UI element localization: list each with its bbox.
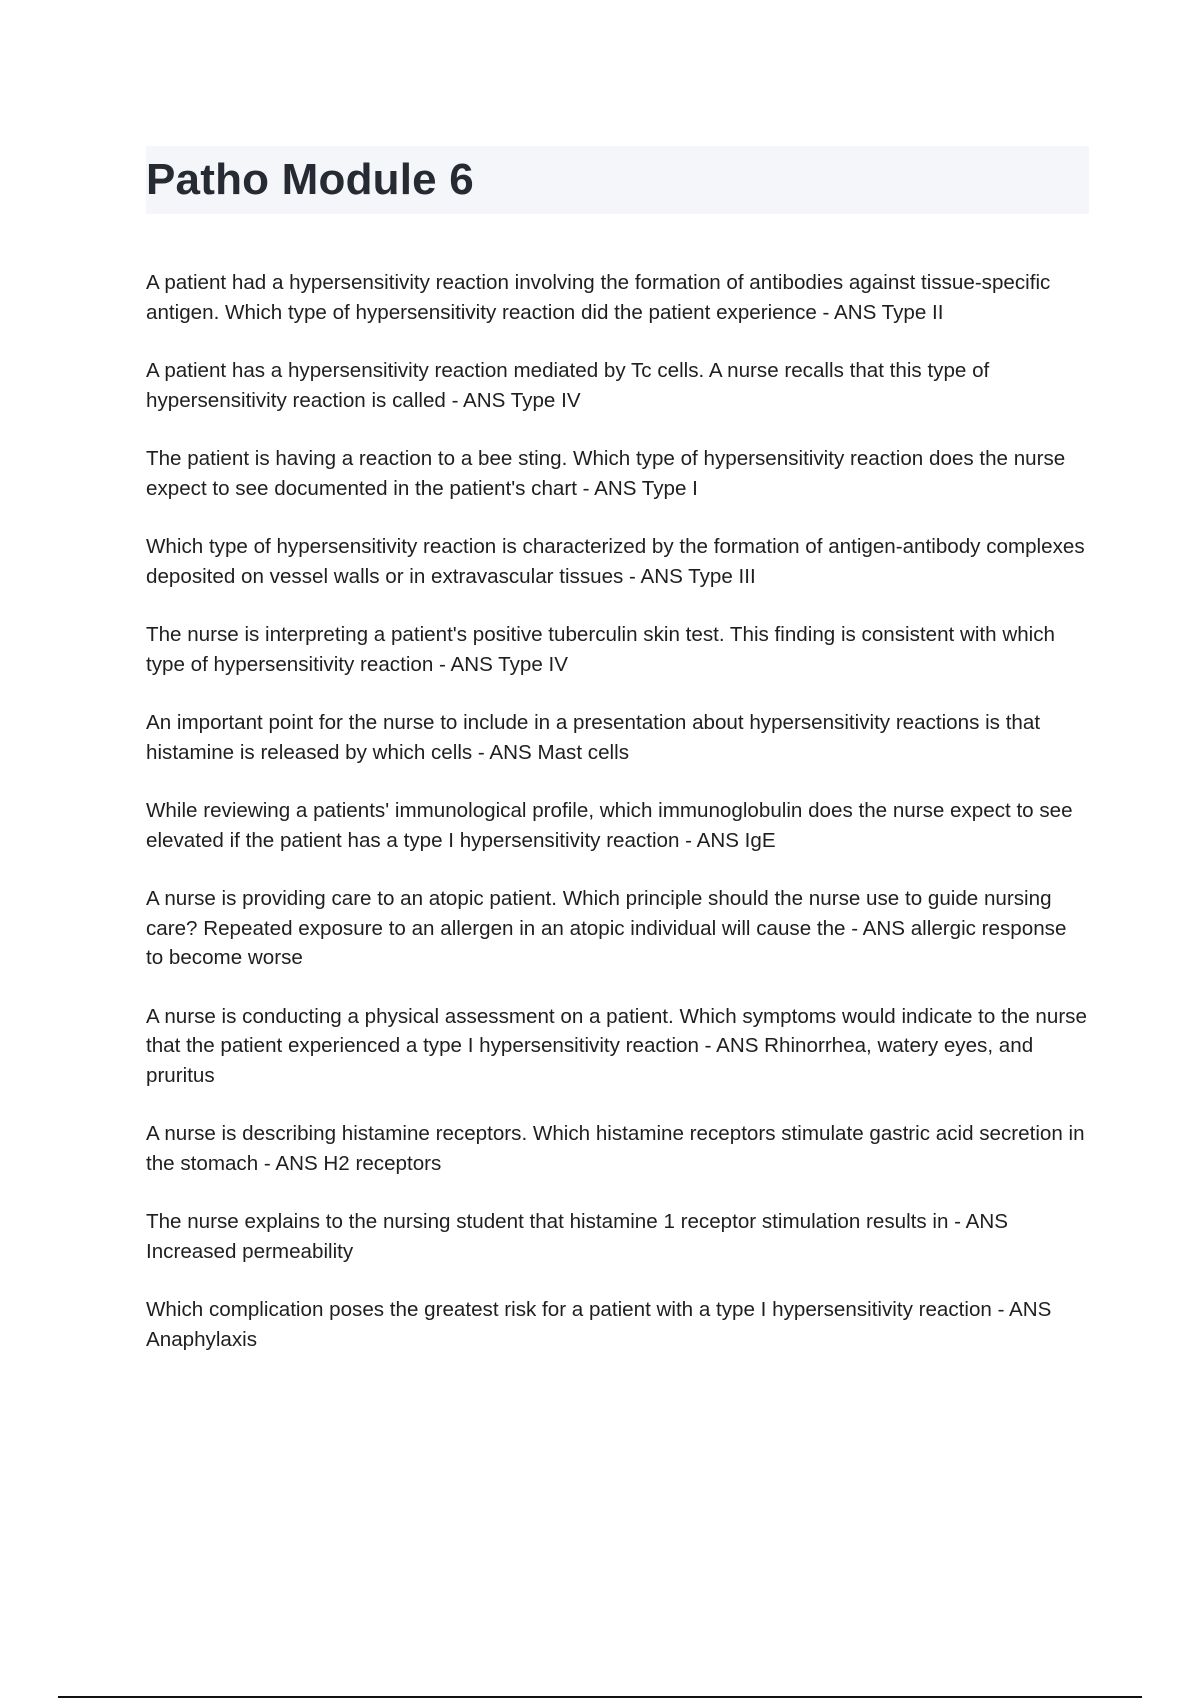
qa-item: Which complication poses the greatest risk for a patient with a type I hypersensitivity reaction - ANS Anaphylaxis bbox=[146, 1298, 1052, 1351]
qa-item: A nurse is conducting a physical assessment on a patient. Which symptoms would indicate to the nurse that the patient experienced a type I hypersensitivity reaction - ANS Rhinorrhea, watery eyes, and pruritus bbox=[146, 1004, 1087, 1087]
qa-item: An important point for the nurse to include in a presentation about hypersensitivity reactions is that histamine is released by which cells - ANS Mast cells bbox=[146, 711, 1041, 764]
qa-item: A patient has a hypersensitivity reaction mediated by Tc cells. A nurse recalls that this type of hypersensitivity reaction is called - ANS Type IV bbox=[146, 359, 990, 412]
qa-item: A patient had a hypersensitivity reaction involving the formation of antibodies against tissue-specific antigen. Which type of hypersensitivity reaction did the patient experience - ANS Type II bbox=[146, 271, 1051, 324]
qa-item: The patient is having a reaction to a bee sting. Which type of hypersensitivity reaction does the nurse expect to see documented in the patient's chart - ANS Type I bbox=[146, 447, 1066, 500]
qa-list bbox=[146, 268, 1089, 1383]
qa-item: While reviewing a patients' immunological profile, which immunoglobulin does the nurse expect to see elevated if the patient has a type I hypersensitivity reaction - ANS IgE bbox=[146, 799, 1073, 852]
qa-item: The nurse is interpreting a patient's positive tuberculin skin test. This finding is consistent with which type of hypersensitivity reaction - ANS Type IV bbox=[146, 623, 1055, 676]
qa-item: Which type of hypersensitivity reaction is characterized by the formation of antigen-antibody complexes deposited on vessel walls or in extravascular tissues - ANS Type III bbox=[146, 535, 1085, 588]
qa-item: A nurse is describing histamine receptors. Which histamine receptors stimulate gastric acid secretion in the stomach - ANS H2 receptors bbox=[146, 1122, 1085, 1175]
qa-item: A nurse is providing care to an atopic patient. Which principle should the nurse use to guide nursing care? Repeated exposure to an allergen in an atopic individual will cause the - ANS allergic response to become worse bbox=[146, 887, 1067, 969]
footer-divider bbox=[58, 1696, 1142, 1698]
page-title: Patho Module 6 bbox=[146, 155, 474, 204]
qa-item: The nurse explains to the nursing student that histamine 1 receptor stimulation results in - ANS Increased permeability bbox=[146, 1210, 1008, 1263]
